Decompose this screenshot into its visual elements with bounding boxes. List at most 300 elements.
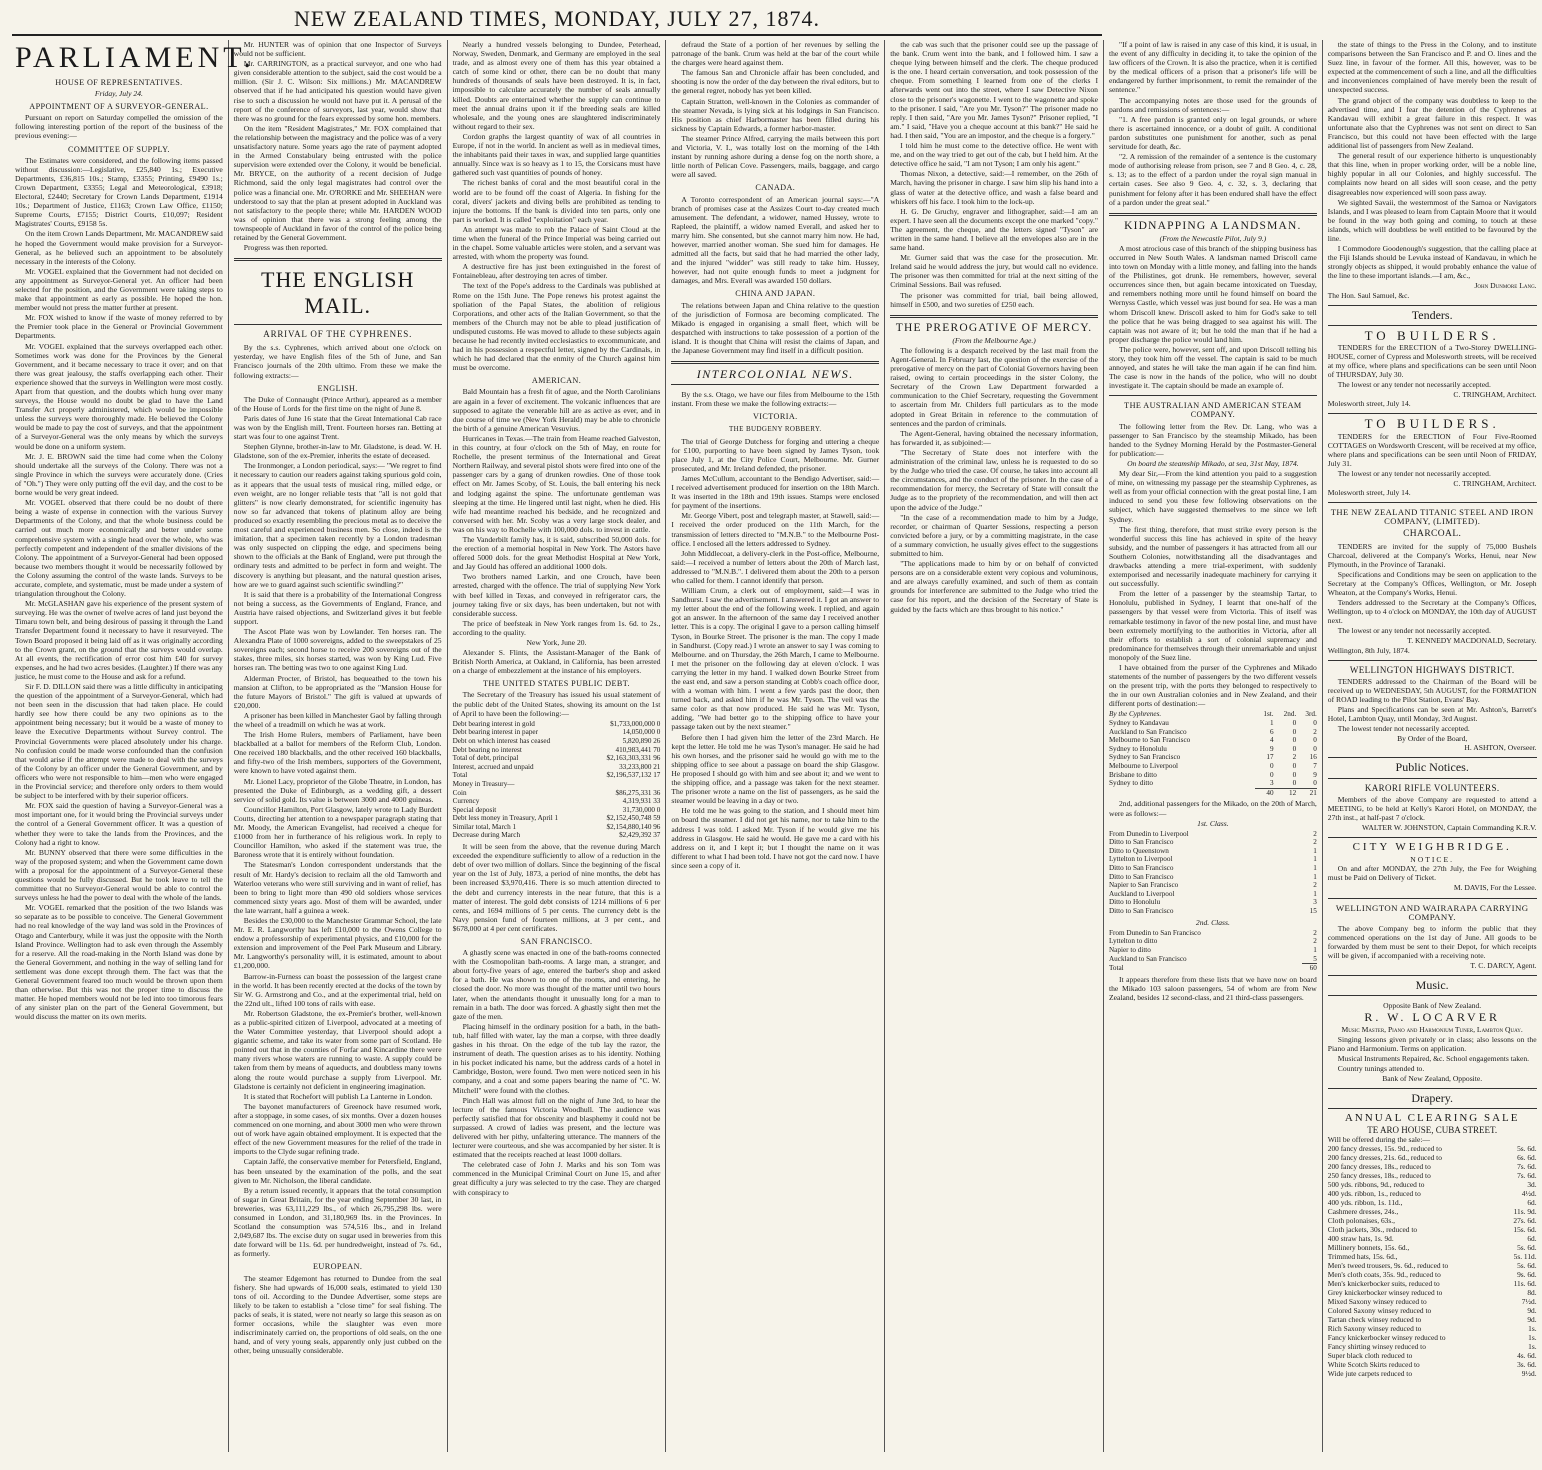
table-row: [1109, 907, 1317, 916]
price-item: [1328, 1162, 1537, 1171]
paragraph: Two brothers named Larkin, and one Crouch, have been arrested, charged with the offence. The trial of supplying New York with beef killed in Texas, and conveyed in refrigerator cars, the journey taking five or six days, has been undertaken, but not with considerable success.: [452, 572, 661, 618]
kidnapping-title: KIDNAPPING A LANDSMAN.: [1124, 219, 1302, 232]
table-cell: 0: [1292, 727, 1297, 736]
ad-text: The lowest or any tender not necessarily accepted.: [1337, 380, 1491, 390]
price-item-label: 400 yds. ribbon, 1s., reduced to: [1327, 1189, 1421, 1199]
table-cell: 6: [1270, 727, 1274, 736]
table-cell: Napier to San Francisco: [1108, 881, 1179, 890]
price-item-label: 200 fancy dresses, 15s. 9d., reduced to: [1327, 1144, 1442, 1154]
paragraph: The steamer Edgemont has returned to Dundee from the seal fishery. She had upwards of 16,000 seals, estimated to yield 130 tons of oil. According to the Dundee Advertiser, some steps are likely to be taken to establish a "close time" for seal fishing. The packs of seals, it is stated, were not nearly so large this season as on former occasions, while the slaughter was even more indiscriminately carried on, the proportions of old seals, on the one hand, and of very young seals, apparently only just cubbed on the other, being unusually considerable.: [233, 1273, 442, 1356]
paragraph: The accompanying notes are those used for the grounds of pardons and remissions of sentences:—: [1108, 95, 1317, 114]
table-cell: 3: [1313, 898, 1317, 907]
table-cell: Decrease during March: [452, 831, 521, 840]
paragraph: By the s.s. Cyphrenes, which arrived about one o'clock on yesterday, we have English files of the 5th of June, and San Francisco journals of the 20th ultimo. From these we make the following extracts:—: [233, 343, 442, 380]
table-row: [453, 771, 661, 780]
table-cell: Napier to ditto: [1108, 945, 1151, 954]
paragraph: I Commodore Goodenough's suggestion, that the calling place at the Fiji Islands should be Levuka instead of Kandavau, in which he strongly objects as shipped, it would probably enhance the value of the line to these important islands.—I am, &c.,: [1327, 244, 1537, 281]
paragraph: Councillor Hamilton, Port Glasgow, lately wrote to Lady Burdett Coutts, directing her attention to a newspaper paragraph stating that Mr. Moody, the American Evangelist, had received a cheque for £1000 from her in furtherance of his religious work. In reply to Councillor Hamilton, who asked if the statement was true, the Baroness wrote that it is entirely without foundation.: [233, 804, 442, 860]
table-cell: Money in Treasury—: [452, 779, 515, 788]
paragraph: Mr. J. E. BROWN said the time had come when the Colony should undertake all the surveys of the Colony. There was not a single Province in which the surveys were accurately done. (Cries of "Oh.") They were only putting off the evil day, and the cost to be borne would be very great indeed.: [15, 451, 223, 498]
price-item-label: 400 straw hats, 1s. 9d.: [1327, 1234, 1394, 1244]
table-row: [1109, 847, 1317, 856]
divider: [1328, 1108, 1537, 1109]
price-item-label: Cashmere dresses, 24s.,: [1327, 1207, 1399, 1217]
paragraph: The steamer Prince Alfred, carrying the mails between this port and Victoria, V. I., was totally lost on the morning of the 14th instant by running ashore during a dense fog on the north shore, a little north of Pelican Cove. Passengers, mails, baggage, and cargo were all saved.: [671, 133, 880, 180]
price-item-label: Men's knickerbocker suits, reduced to: [1327, 1279, 1440, 1289]
table-cell: Ditto to San Francisco: [1108, 864, 1174, 873]
divider: [1109, 395, 1317, 396]
paragraph: The Ironmonger, a London periodical, says:— "We regret to find it necessary to caution our readers against taking spurious gold coin, as it appears that the usual tests of musical ring, milled edge, or even weight, are no longer reliable tests that "all is not gold that glitters" is now clearly demonstrated, for scientific ingenuity has now so far advanced that tokens of platinum alloy are being produced so exactly resembling the precious metal as to deceive the most careful and experienced business men. So close, indeed is the imitation, that a specimen taken recently by a London tradesman was only suspected on clipping the edge, and specimens being shown to the officials at the Bank of England, were put through the ordinary tests and admitted to be perfect in form and weight. The discovery is anything but pleasant, and the natural question arises, how are we to guard against such scientific swindling?": [233, 461, 442, 589]
ad-text: The lowest or any tender not necessarily accepted.: [1337, 626, 1491, 636]
paragraph: The relations between Japan and China relative to the question of the jurisdiction of Formosa are becoming complicated. The Mikado is engaged in organising a small fleet, which will be despatched with instructions to take possession of a portion of the island. It is thought that China will resist the claims of Japan, and the Japanese Government may find itself in a difficult position.: [671, 300, 880, 355]
paragraph: A ghastly scene was enacted in one of the bath-rooms connected with the Cosmopolitan bath-rooms. A large man, a stranger, and about forty-five years of age, entered the barber's shop and asked for a bath. He was shown to one of the rooms, and entering, he closed the door. No more was thought of the matter until two hours later, when the attendants thought it unusually long for a man to remain in a bath. The door was forced. A ghastly sight then met the gaze of the men.: [452, 948, 661, 1021]
paragraph: Placing himself in the ordinary position for a bath, in the bath-tub, half filled with water, lay the man a corpse, with three deadly gashes in his throat. On the edge of the tub lay the razor, the instrument of death. The question arises as to his identity. Nothing in his pocket indicated his name, but the address cards of a hotel in Cambridge, Boston, were found. Two men were noticed seen in his company, and a coat and some papers bearing the name of "C. W. Mitchell" were found with the clothes.: [452, 1021, 661, 1095]
table-cell: Debt bearing interest in paper: [452, 728, 539, 737]
price-item: [1328, 1153, 1537, 1162]
table-cell: 2: [1313, 838, 1317, 847]
table-row: [453, 823, 661, 832]
table-cell: 33,233,800 21: [619, 762, 661, 771]
table-row: [1109, 864, 1317, 873]
table-cell: 0: [1292, 736, 1297, 745]
paragraph: I told him he must come to the detective office. He went with me, and on the way tried to get out of the cab, but I held him. At the detective office he said, "I am not Tyson; I am only his agent.": [890, 141, 1098, 169]
paragraph: H. G. De Gruchy, engraver and lithographer, said:—I am an expert. I have seen all the documents except the one marked "copy." The agreement, the cheque, and the letters signed "Tyson" are written in the same hand. I believe all the envelopes also are in the same hand.: [890, 206, 1098, 253]
table-cell: [1109, 788, 1255, 797]
price-item-value: 1s.: [1528, 1342, 1537, 1352]
paragraph: It is stated that Rochefort will publish La Lanterne in London.: [243, 1091, 433, 1101]
price-item: [1328, 1360, 1537, 1369]
table-cell: Total of debt, principal: [452, 754, 519, 763]
table-cell: 2: [1313, 881, 1317, 890]
price-item: [1328, 1324, 1537, 1333]
paragraph: The celebrated case of John J. Marks and his son Tom was commenced in the Municipal Criminal Court on June 15, and after great difficulty a jury was selected to try the case. They are charged with conspiracy to: [452, 1160, 661, 1197]
divider: [1328, 975, 1537, 976]
price-item-value: 1s.: [1528, 1333, 1537, 1343]
price-item: [1328, 1270, 1537, 1279]
table-cell: 12: [1274, 788, 1297, 797]
price-item: [1328, 1189, 1537, 1198]
table-total-row: [1109, 964, 1317, 973]
ad-subtitle: NOTICE.: [1410, 855, 1455, 865]
table-col-2nd: 2nd.: [1283, 710, 1297, 719]
paragraph: The police were, however, sent off, and upon Driscoll telling his story, they took him off the vessel. The captain is said to be much annoyed, and states he will take the man again if he can find him. The case is now in the hands of the police, who will no doubt investigate it. The captain should be made an example of.: [1108, 344, 1317, 391]
table-col-3rd: 3rd.: [1305, 710, 1317, 719]
price-item: [1328, 1288, 1537, 1297]
paragraph: It will be seen from the above, that the revenue during March exceeded the expenditure sufficiently to allow of a reduction in the debt of over two million of dollars. Since the beginning of the fiscal year on the 1st of July, 1873, a period of nine months, the debt has been increased $3,970,416. There is so much attention directed to the debt and currency interests in the near future, that this is a matter of interest. The gold debt consists of 1214 millions of 6 per cents, and 1694 millions of 5 per cents. The currency debt is the Navy pension fund of fourteen millions, at 3 per cent., and $678,000 at 4 per cent certificates.: [452, 842, 661, 933]
table-col-1st: 1st.: [1263, 710, 1274, 719]
table-cell: Debt on which interest has ceased: [452, 736, 551, 745]
price-item-label: 200 fancy dresses, 21s. 6d., reduced to: [1327, 1153, 1442, 1163]
price-item-value: 9½d.: [1521, 1369, 1537, 1379]
table-cell: $2,154,880,140 96: [606, 822, 661, 831]
paragraph: The Irish Home Rulers, members of Parliament, have been blackballed at a ballot for members of the Reform Club, London. One received 180 blackballs, and the other received 160 blackballs, and fifty-two of the Irish members, supporters of the Government, were known to have voted against them.: [233, 730, 442, 776]
table-cell: 9: [1313, 770, 1317, 779]
table-cell: Debt bearing interest in gold: [452, 719, 535, 728]
table-row: [453, 746, 661, 755]
paragraph: Mr. CARRINGTON, as a practical surveyor, and one who had given considerable attention to the subject, said the cost would be a million. (Sir J. C. Wilson: Six millions.) Mr. MACANDREW observed that if he had anticipated his question would have given rise to such a discussion he would not have put it. A perusal of the report of the conference of surveyors, last year, would show that there was no ground for the fears expressed by some hon. members.: [233, 59, 442, 123]
ad-text: Members of the above Company are requested to attend a MEETING, to be held at Kelly's Karori Hotel, on MONDAY, the 27th inst., at half-past 7 o'clock.: [1327, 794, 1537, 822]
european-heading: EUROPEAN.: [313, 1262, 363, 1272]
ad-signature: M. DAVIS, For the Lessee.: [1453, 883, 1537, 893]
ad-date: Molesworth street, July 14.: [1327, 488, 1411, 498]
ad-subtitle: CHARCOAL.: [1403, 529, 1462, 540]
table-cell: Sydney to Kandavau: [1108, 719, 1169, 728]
table-cell: 1: [1313, 855, 1317, 864]
table-row: [453, 754, 661, 763]
prerogative-title: THE PREROGATIVE OF MERCY.: [895, 321, 1093, 334]
ad-text: The lowest tender not necessarily accepted.: [1337, 724, 1470, 734]
table-row: [453, 780, 661, 789]
ad-text: Singing lessons given privately or in class; also lessons on the Piano and Harmonium. Terms on application.: [1327, 1034, 1537, 1053]
column-2: [229, 40, 448, 1452]
mikado-table: [1109, 830, 1317, 916]
table-cell: $2,429,392 37: [619, 831, 661, 840]
price-item: [1328, 1243, 1537, 1252]
table-cell: 17: [1266, 753, 1274, 762]
paragraph: I have obtained from the purser of the Cyphrenes and Mikado statements of the number of passengers by the two different vessels on the present trip, with the ports they belonged to respectively to the in our own Australian colonies and in New Zealand, and their different ports of destination:—: [1108, 663, 1317, 709]
divider: [1328, 757, 1537, 758]
paragraph: the cab was such that the prisoner could see up the passage of the bank. Crum went into the bank, and I followed him. I saw a cheque lying between himself and the clerk. The cheque produced is the one. I heard certain conversation, and took possession of the cheque. From something I learned from one of the clerks I afterwards went out into the street, where I saw Detective Nixon close to the prisoner's wagonette. I went to the wagonette and spoke to the prisoner. I said, "Are you Mr. Tyson?" The prisoner made no reply. I then said, "Are you Mr. James Tyson?" Prisoner replied, "I am." I said, "Have you a cheque account at this bank?" He said he had. I then said, "You are an impostor, and the cheque is a forgery.": [890, 40, 1098, 140]
paragraph: The trial of George Dutchess for forging and uttering a cheque for £100, purporting to have been signed by James Tyson, took place July 1, at the City Police Court, Melbourne. Mr. Gurner prosecuted, and Mr. Ireland defended, the prisoner.: [671, 436, 880, 473]
table-cell: 0: [1313, 779, 1317, 788]
ad-text: Country tunings attended to.: [1337, 1063, 1425, 1073]
paragraph: "2. A remission of the remainder of a sentence is the customary mode of authorising release from prison, see 7 and 8 Geo. 4, c. 28, s. 13; as to the effect of a pardon under the royal sign manual in certain cases. See also 9 Geo. 4, c. 32, s. 3, declaring that punishment for felony after it has been endured shall have the effect of a pardon under the great seal.": [1108, 152, 1317, 207]
paragraph: Mr. McGLASHAN gave his experience of the present system of surveying. He was the owner of twelve acres of land just beyond the Timaru town belt, and being desirous of passing it through the Land Transfer Department found it necessary to have it resurveyed. The Town Board proposed it being laid off as it was originally according to the Crown grant, on the ground that the surveys would overlap. At all events, the rectification of error cost him £40 for survey expenses, and he had two acres besides. (Laughter.) If there was any justice, he must come to the House and ask for a refund.: [15, 599, 223, 681]
price-item-value: 11s. 9d.: [1513, 1207, 1537, 1217]
table-cell: 1: [1313, 872, 1317, 881]
price-item-value: 3d.: [1527, 1180, 1537, 1190]
price-item-label: 200 fancy dresses, 18s., reduced to: [1327, 1162, 1431, 1172]
paragraph: Mr. George Vibert, post and telegraph master, at Stawell, said:—I received the order produced on the 11th March, for the transmission of letters directed to "M.N.B." to the Melbourne Post-office. I enclosed all the letters addressed to Sydney.: [671, 511, 880, 548]
price-item-label: Trimmed hats, 15s. 6d.,: [1327, 1252, 1398, 1262]
ad-text: TENDERS addressed to the Chairman of the Board will be received up to WEDNESDAY, 5th AUGUST, for the FORMATION of ROAD leading to the Pilot Station, Evans' Bay.: [1327, 676, 1537, 704]
paragraph: Bald Mountain has a fresh fit of ague, and the North Carolinians are again in a fever of excitement. The volcanic influences that are supposed to agitate the venerable hill are as active as ever, and in due course of time we (New York Herald) may be able to chronicle the birth of a genuine American Vesuvius.: [452, 387, 661, 433]
robbery-heading: THE BUDGENY ROBBERY.: [728, 425, 822, 434]
table-cell: 1: [1313, 889, 1317, 898]
paragraph: Pinch Hall was almost full on the night of June 3rd, to hear the lecture of the famous Victoria Woodhull. The audience was perfectly satisfied that for obscenity and blasphemy it could not be surpassed. A crowd of ladies was present, and the lecture was delivered with her pithy, unfaltering utterance. The manners of the lecturer were courteous, and she was accompanied by her sister. It is estimated that the receipts reached at least 1000 dollars.: [452, 1095, 661, 1160]
table-cell: 0: [1270, 762, 1274, 771]
price-item-value: 3s. 6d.: [1517, 1360, 1537, 1370]
victoria-heading: VICTORIA.: [752, 412, 798, 422]
price-item: [1328, 1216, 1537, 1225]
table-cell: 3: [1270, 779, 1274, 788]
table-row: [453, 814, 661, 823]
paragraph: By the s.s. Otago, we have our files from Melbourne to the 15th instant. From these we make the following extracts:—: [671, 390, 880, 409]
paragraph: "In the case of a recommendation made to him by a Judge, recorder, or chairman of Quarter Sessions, respecting a person convicted before a jury, or by a committing magistrate, in the case of a summary conviction, he usually gives effect to the suggestions submitted to him.: [890, 512, 1098, 558]
paragraph: The Statesman's London correspondent understands that the result of Mr. Hardy's decision to reclaim all the old Tamworth and Waterloo veterans who were still surviving and in want of relief, has been to bring to light more than 490 old soldiers whose services commenced sixty years ago. Most of them will be awarded, under the late warrant, half a guinea a week.: [233, 860, 442, 915]
english-heading: ENGLISH.: [317, 383, 358, 393]
table-row: [1109, 898, 1317, 907]
table-cell: 0: [1292, 719, 1297, 728]
price-item-label: Fancy knickerbocker winsey reduced to: [1327, 1333, 1446, 1343]
table-row: [1109, 873, 1317, 882]
divider: [1328, 1088, 1537, 1089]
debt-table: [453, 720, 661, 840]
paragraph: Paris dates of June 16 state that the Great International Cab race was won by the English mill, Trent. Fourteen horses ran. Betting at start was four to one against Trent.: [233, 413, 442, 442]
column-5: [885, 40, 1104, 1452]
column-6: [1104, 40, 1323, 1452]
ad-text: TENDERS for the ERECTION of a Two-Storey DWELLING-HOUSE, corner of Cypress and Molesworth streets, will be received at my office, where plans and specifications can be seen until Noon of THURSDAY, July 30.: [1327, 342, 1537, 380]
table-cell: Ditto to San Francisco: [1108, 907, 1174, 916]
table-row: [1109, 762, 1317, 771]
paragraph: The grand object of the company was doubtless to keep to the advertised time, and I fear the detention of the Cyphrenes at Kandavau will exhibit a great failure in this respect. It was unfortunate also that the Cyphrenes was not sent on direct to San Francisco, but this could not have been effected with the large additional list of passengers from New Zealand.: [1327, 95, 1537, 151]
table-cell: $2,163,303,331 96: [606, 754, 661, 763]
ad-title: WELLINGTON HIGHWAYS DISTRICT.: [1349, 664, 1515, 675]
paragraph: Mr. Gurner said that was the case for the prosecution. Mr. Ireland said he would address the jury, but would call no evidence. The prisoner was then committed for trial at the next sitting of the Criminal Sessions. Bail was refused.: [890, 253, 1098, 290]
price-item: [1328, 1198, 1537, 1207]
divider: [1328, 898, 1537, 899]
dateline: On board the steamship Mikado, at sea, 31st May, 1874.: [1127, 458, 1299, 468]
arrival-subtitle: ARRIVAL OF THE CYPHRENES.: [263, 329, 413, 340]
table-cell: Total: [1108, 963, 1124, 972]
american-heading: AMERICAN.: [531, 376, 582, 386]
ad-order: By Order of the Board,: [1397, 734, 1468, 744]
price-item-label: Fancy shirting winsey reduced to: [1327, 1342, 1426, 1352]
column-4: [666, 40, 885, 1452]
price-item-label: Grey knickerbocker winsey reduced to: [1327, 1288, 1443, 1298]
price-item: [1328, 1261, 1537, 1270]
paragraph: An attempt was made to rob the Palace of Saint Cloud at the time when the funeral of the Prince Imperial was being carried out in the chapel. Some valuable articles were stolen, and a servant was arrested, with whom the property was found.: [452, 224, 661, 262]
cyphrenes-table: [1109, 710, 1317, 797]
price-item-value: 7s. 6d.: [1517, 1162, 1537, 1172]
table-cell: Sydney to San Francisco: [1108, 753, 1181, 762]
table-cell: Total: [452, 771, 468, 780]
price-item-label: Cloth jackets, 30s., reduced to: [1327, 1225, 1418, 1235]
china-japan-heading: CHINA AND JAPAN.: [735, 289, 816, 299]
ad-text: The lowest or any tender not necessarily accepted.: [1337, 468, 1491, 478]
house-heading: HOUSE OF REPRESENTATIVES.: [55, 78, 183, 87]
paragraph: The first thing, therefore, that must strike every person is the wonderful success this line has achieved in spite of the heavy subsidy, and the number of passengers it has attracted from all our Southern Colonies, notwithstanding all the disadvantages and drawbacks attending a mere trial-experiment, with suddenly extemporised and necessarily inadequate machinery for carrying it out successfully.: [1108, 524, 1317, 589]
table-row: [453, 789, 661, 798]
divider: [1328, 413, 1537, 414]
ad-text: TENDERS are invited for the supply of 75,000 Bushels Charcoal, delivered at the Company's Works, Henui, near New Plymouth, in the Province of Taranaki.: [1327, 541, 1537, 569]
public-notices-heading: Public Notices.: [1395, 760, 1469, 775]
paragraph: The following letter from the Rev. Dr. Lang, who was a passenger to San Francisco by the steamship Mikado, has been handed to the Sydney Morning Herald by the Postmaster-General for publication:—: [1108, 421, 1317, 458]
table-row: [1109, 753, 1317, 762]
price-item-label: Cloth polonaises, 63s.,: [1327, 1216, 1395, 1226]
table-cell: 1: [1313, 945, 1317, 954]
paragraph: Mr. FOX wished to know if the waste of money referred to by the Premier took place in the General or Provincial Government Departments.: [15, 313, 223, 341]
paragraph: Pursuant on report on Saturday compelled the omission of the following interesting portion of the report of the business of the previous evening:—: [15, 113, 223, 141]
table-cell: 2: [1313, 829, 1317, 838]
paragraph: "The applications made to him by or on behalf of convicted persons are on a considerable extent very copious and voluminous, and are always carefully examined, and such of them as contain grounds for interference are submitted to the Judge who tried the case for his report, and the decision of the Secretary of State is guided by the facts which are thus brought to his notice.": [890, 559, 1098, 614]
divider: [1328, 995, 1537, 996]
paragraph: Mr. VOGEL remarked that the position of the two Islands was so separate as to be possible to conceive. The General Government had no real knowledge of the way land was sold in the Provinces of Otago and Canterbury, while it was just the opposite with the North Island Province. Wellington had to ask even through the Assembly for a reserve. All the road-making in the North Island was done by the General Government, and nothing in the way of selling land for settlement was done except through them. The fact was that the General Government feared too much would be thrown upon them than otherwise. But this was not the proper time to discuss the matter. He hoped members would not be led into too timorous fears of any sinister plan on the part of the General Government, but would discuss the matter on its own merits.: [15, 903, 223, 1022]
table-caption: By the Cyphrenes.: [1108, 710, 1162, 719]
paragraph: A prisoner has been killed in Manchester Gaol by falling through the wheel of a treadmill on which he was at work.: [233, 710, 442, 729]
ad-text: Musical Instruments Repaired, &c. School engagements taken.: [1337, 1053, 1530, 1063]
table-cell: Melbourne to Liverpool: [1108, 762, 1179, 771]
canada-heading: CANADA.: [755, 183, 796, 193]
paragraph: Barrow-in-Furness can boast the possession of the largest crane in the world. It has been recently erected at the docks of the town by Sir W. G. Armstrong and Co., and at the experimental trial, held on the 22nd ult., lifted 100 tons of rails with ease.: [233, 971, 442, 1008]
paragraph: Alexander S. Flints, the Assistant-Manager of the Bank of British North America, at Oakland, in California, has been arrested on a charge of embezzlement at the instance of his employers.: [452, 648, 661, 676]
table-cell: Ditto to Queenstown: [1108, 846, 1169, 855]
price-item-value: 5s. 11d.: [1513, 1252, 1537, 1262]
table-cell: 60: [1302, 964, 1317, 973]
table-cell: Melbourne to San Francisco: [1108, 736, 1191, 745]
paragraph: Stephen Glynne, brother-in-law to Mr. Gladstone, is dead. W. H. Gladstone, son of the ex-Premier, inherits the estate of deceased.: [233, 442, 442, 461]
paragraph: Thomas Nixon, a detective, said:—I remember, on the 26th of March, having the prisoner in charge. I saw him slip his hand into a glass of water at the detective office, and wash a false beard and whiskers off his face. I took him to the lock-up.: [890, 169, 1098, 206]
column-7: [1323, 40, 1542, 1452]
divider: [1328, 502, 1537, 503]
paragraph: The general result of our experience hitherto is unquestionably that this line, when in proper working order, will be a noble line, highly popular in all our Colonies, and highly successful. The complaints now heard on all sides will soon cease, and the petty disagreeables now experienced will soon pass away.: [1327, 151, 1537, 197]
table-cell: 410,983,441 70: [615, 745, 661, 754]
paragraph: John Middlecoat, a delivery-clerk in the Post-office, Melbourne, said:—I received a number of letters about the 20th of March last, addressed to "M.N.B.". I delivered them about the 20th to a person who called for them. I cannot identify that person.: [671, 548, 880, 585]
ad-subtitle: TE ARO HOUSE, CUBA STREET.: [1367, 1125, 1498, 1136]
signature-recipient: The Hon. Saul Samuel, &c.: [1327, 290, 1410, 300]
ad-title: TO BUILDERS.: [1364, 416, 1500, 432]
ad-text: Tenders addressed to the Secretary at the Company's Offices, Wellington, up to 4 o'clock on MONDAY, the 10th day of AUGUST next.: [1327, 598, 1537, 626]
table-cell: 9: [1270, 744, 1274, 753]
steam-company-heading: THE AUSTRALIAN AND AMERICAN STEAM COMPANY.: [1124, 401, 1302, 420]
ad-address: Bank of New Zealand, Opposite.: [1382, 1073, 1483, 1083]
paragraph: We sighted Savaii, the westernmost of the Samoa or Navigators Islands, and I was pleased to learn from Captain Moore that it would be found in the way both going and coming, to touch at these islands, which will doubtless be well entitled to be favoured by the line.: [1327, 197, 1537, 243]
paragraph: By a return issued recently, it appears that the total consumption of sugar in Great Britain, for the year ending September 30 last, in breweries, was 63,111,229 lbs., of which 26,795,298 lbs. were consumed in London, and 31,180,969 lbs. in the Provinces. In Scotland the consumption was 574,516 lbs., and in Ireland 2,049,687 lbs. The excise duty on sugar used in breweries from this date forward will be 11s. 6d. per hundredweight, instead of 7s. 6d., as formerly.: [233, 1185, 442, 1259]
paragraph: A most atrocious case of this branch of the shipping business has occurred in New South Wales. A landsman named Driscoll came into town on Monday with a little money, and falling into the hands of the Philistines, got drunk. He remembers, however, several occurrences since then, but again became intoxicated on Tuesday, and remembers nothing more until he found himself on board the Wernyss Castle, which vessel was just bound for sea. He was a man whom Driscoll knew. Driscoll asked to him for God's sake to tell the police that he was being dragged to sea against his will. The captain was not aware of it; but he told the man that if he had a proper discharge the police would land him.: [1108, 243, 1317, 344]
table-cell: Coin: [452, 788, 467, 797]
price-item-value: 5s. 6d.: [1517, 1261, 1537, 1271]
table-row: [1109, 929, 1317, 938]
column-3: [448, 40, 667, 1452]
table-cell: 31,730,000 0: [622, 805, 661, 814]
price-item-value: 9s. 6d.: [1517, 1270, 1537, 1280]
table-cell: Currency: [452, 797, 480, 806]
paragraph: "If a point of law is raised in any case of this kind, it is usual, in the event of any difficulty in deciding it, to take the opinion of the law officers of the Crown. It is also the practice, when it is certified by the medical officers of a prison that a prisoner's life will be endangered by further imprisonment, to remit the remainder of the sentence.": [1108, 40, 1317, 95]
table-cell: 2: [1292, 753, 1297, 762]
table-cell: Ditto to Honolulu: [1108, 898, 1161, 907]
table-row: [453, 806, 661, 815]
price-item: [1328, 1180, 1537, 1189]
table-cell: From Dunedin to San Francisco: [1108, 928, 1201, 937]
table-row: [453, 720, 661, 729]
ad-date: Molesworth street, July 14.: [1327, 399, 1411, 409]
paragraph: Captain Jaffé, the conservative member for Petersfield, England, has been unseated by the examination of the polls, and the seat given to Mr. Nicholson, the liberal candidate.: [233, 1157, 442, 1185]
table-cell: Ditto to San Francisco: [1108, 872, 1174, 881]
paragraph: The Estimates were considered, and the following items passed without discussion:—Legislative, £25,840 1s.; Executive Departments, £36,815 10s.; Stamp, £3355; Printing, £9490 1s.; Crown Department, £3355; Legal and Meteorological, £3918; Electoral, £2440; Secretary for Crown Lands Department, £1914 10s.; Department of Justice, £1163; Crown Law Office, £1150; Supreme Courts, £7155; District Courts, £10,097; Resident Magistrates' Courts, £9158 5s.: [15, 155, 223, 229]
paragraph: Mr. BUNNY observed that there were some difficulties in the way of the proposed system; and when the Government came down with a proposal for the appointment of a Surveyor-General these questions would be fully discussed. But he took leave to tell the committee that no Surveyor-General would be able to control the surveys unless he had the power to deal with the whole of the lands.: [15, 847, 223, 903]
paragraph: It appears therefore from these lists that we have now on board the Mikado 103 saloon passengers, 54 of whom are from New Zealand, besides 12 second-class, and 21 third-class passengers.: [1108, 974, 1317, 1002]
table-row: [1109, 855, 1317, 864]
intercolonial-title: INTERCOLONIAL NEWS.: [696, 367, 854, 382]
ad-signature: C. TRINGHAM, Architect.: [1453, 479, 1537, 489]
public-debt-heading: THE UNITED STATES PUBLIC DEBT.: [483, 679, 630, 689]
table-total-row: [1109, 788, 1317, 797]
parliament-title: PARLIAMENT.: [15, 41, 255, 74]
paragraph: Before then I had given him the letter of the 23rd March. He kept the letter. He told me he was Tyson's manager. He said he had his own horses, and the prisoner said he would go with me to the shipping office to see about a passage on board the ship Glasgow. He proposed I should go with him and see about it; and we went to the shipping office, and a passage was taken for the next steamer. The prisoner wrote a name on the list of passengers, as he said the steamer would be leaving in a day or two.: [671, 732, 880, 806]
committee-heading: COMMITTEE OF SUPPLY.: [67, 144, 170, 154]
table-cell: 0: [1313, 744, 1317, 753]
table-row: [1109, 771, 1317, 780]
ad-signature: T. C. DARCY, Agent.: [1470, 961, 1537, 971]
table-cell: 4: [1270, 736, 1274, 745]
table-row: [1109, 779, 1317, 788]
table-row: [1109, 838, 1317, 847]
table-cell: 0: [1313, 719, 1317, 728]
price-item: [1328, 1315, 1537, 1324]
columns: [10, 40, 1537, 1452]
price-list: [1328, 1144, 1537, 1378]
ad-subtitle: Music Master, Piano and Harmonium Tuner, Lambton Quay.: [1341, 1025, 1523, 1035]
paragraph: The text of the Pope's address to the Cardinals was published at Rome on the 15th June. The Pope renews his protest against the spoliation of the Papal States, the abolition of religious Corporations, and other acts of the Italian Government, so that the members of the Church may not be able to plead justification of undisputed customs. He was moved to allude to these subjects again because he had recently invited ecclesiastics to excommunicate, and had in his possession a respectful letter, signed by the Cardinals, in which he had declared that the enmity of the Church against him must be overcome.: [452, 281, 661, 373]
dateline: New York, June 20.: [526, 638, 587, 647]
price-item-label: Super black cloth reduced to: [1327, 1351, 1413, 1361]
table-cell: 1: [1313, 864, 1317, 873]
divider: [234, 324, 442, 325]
paragraph: On the item "Resident Magistrates," Mr. FOX complained that the relationship between the magistracy and the police was of a very unsatisfactory nature. Some years ago the rate of payment adopted in the Armed Constabulary being entrusted with the police supervision were extended over the Colony, it would be beneficial. Mr. BRYCE, on the authority of a recent decision of Judge Richmond, said the only legal magistrates had control over the police was a financial one. Mr. O'RORKE and Mr. SHEEHAN were understood to say that the plan at present adopted in Auckland was not satisfactory to the people there; while Mr. HARDEN WOOD was of opinion that there was a strong feeling among the townspeople of Auckland in favor of the control of the police being retained by the General Government.: [233, 123, 442, 242]
price-item-value: 5s. 6d.: [1517, 1243, 1537, 1253]
paragraph: the state of things to the Press in the Colony, and to institute comparisons between the San Francisco and P. and O. lines and the Suez line, in favour of the former. All this, however, was to be expected at the commencement of such a line, and all the difficulties and inconveniences complained of have merely been the result of unexpected success.: [1327, 40, 1537, 95]
table-row: [1109, 937, 1317, 946]
paragraph: Sir F. D. DILLON said there was a little difficulty in anticipating the question of the appointment of a Surveyor-General, which had not been seen in the discussion that had taken place. He could hardly see how there could be any two opinions as to the appointment being necessary; but it would be a waste of money to leave the Executive Departments without Survey control. The Provincial Governments were placed absolutely under his charge. No confusion could be made worse confounded than the confusion that would arise if the attempt were made to deal with the surveys of the Colony by an officer under the General Government, and by officers who were not responsible to him—men who were engaged in the Provincial service; and therefore only orders to them would be subject to be interfered with by their superior officers.: [15, 682, 223, 801]
table-cell: Debt bearing no interest: [452, 745, 522, 754]
session-date: Friday, July 24.: [94, 89, 143, 99]
divider: [1328, 837, 1537, 838]
table-cell: From Dunedin to Liverpool: [1108, 829, 1189, 838]
paragraph: Mr. FOX said the question of having a Surveyor-General was a most important one, for it would bring the Provincial surveys under the control of a General Government officer. It was a question of whether they were to take the lands from the Provinces, and the Colony had a right to know.: [15, 801, 223, 847]
table-cell: 0: [1292, 779, 1297, 788]
paragraph: The famous San and Chronicle affair has been concluded, and shooting is now the order of the day between the rival editors, but to the general regret, nobody has yet been killed.: [671, 68, 880, 96]
table-row: [453, 831, 661, 840]
price-item: [1328, 1234, 1537, 1243]
drapery-heading: Drapery.: [1411, 1091, 1453, 1105]
paragraph: Nearly a hundred vessels belonging to Dundee, Peterhead, Norway, Sweden, Denmark, and Germany are employed in the seal trade, and as almost every one of them has this year obtained a catch of some kind or other, there can be no doubt that many hundreds of thousands of seals have been destroyed. It is, in fact, impossible to calculate accurately the number of seals annually killed. Doubts are entertained whether the supply can continue to meet the annual drains upon it if the breeding seals are killed wholesale, and the young ones are slaughtered indiscriminately without regard to their sex.: [452, 40, 661, 131]
table-row: [1109, 890, 1317, 899]
source-line: (From the Newcastle Pilot, July 9.): [1159, 233, 1267, 243]
table-cell: 0: [1292, 744, 1297, 753]
price-item-value: 6d.: [1527, 1234, 1537, 1244]
table-cell: Auckland to Liverpool: [1108, 889, 1175, 898]
table-cell: 14,050,000 0: [622, 728, 661, 737]
divider: [1328, 660, 1537, 661]
price-item-value: 8d.: [1527, 1288, 1537, 1298]
price-item-label: Men's cloth coats, 35s. 9d., reduced to: [1327, 1270, 1441, 1280]
paragraph: The Duke of Connaught (Prince Arthur), appeared as a member of the House of Lords for the first time on the night of June 8.: [233, 394, 442, 413]
table-cell: 0: [1292, 770, 1297, 779]
table-row: [453, 797, 661, 806]
table-cell: $2,196,537,132 17: [606, 771, 661, 780]
english-mail-title: THE ENGLISH MAIL.: [261, 267, 415, 319]
table-cell: 0: [1270, 770, 1274, 779]
table-row: [1109, 946, 1317, 955]
paragraph: James McCullum, accountant to the Bendigo Advertiser, said:—I received advertisement produced for insertion on the 18th March. It was inserted in the 18th and 19th issues. Stamps were enclosed for payment of the insertions.: [671, 473, 880, 511]
table-cell: Brisbane to ditto: [1108, 770, 1157, 779]
table-row: [1109, 736, 1317, 745]
price-item: [1328, 1333, 1537, 1342]
price-item-label: 250 fancy dresses, 18s., reduced to: [1327, 1171, 1431, 1181]
table-cell: 1: [1270, 719, 1274, 728]
price-item-label: White Scotch Skirts reduced to: [1327, 1360, 1420, 1370]
divider: [234, 258, 442, 261]
masthead: NEW ZEALAND TIMES, MONDAY, JULY 27, 1874.: [12, 6, 1102, 36]
paragraph: The price of beefsteak in New York ranges from 1s. 6d. to 2s., according to the quality.: [452, 618, 661, 637]
ad-signature: C. TRINGHAM, Architect.: [1453, 390, 1537, 400]
paragraph: My dear Sir,—From the kind attention you paid to a suggestion of mine, on witnessing my passage per the steamship Cyphrenes, as well as from your official connection with the great postal line, I am induced to send you these few following observations on the subject, which have suggested themselves to me since we left Sydney.: [1108, 469, 1317, 524]
paragraph: It is said that there is a probability of the International Congress not being a success, as the Governments of England, France, and Austria have raised objections, and Switzerland gives it but feeble support.: [233, 589, 442, 626]
price-item-value: 4s. 6d.: [1517, 1351, 1537, 1361]
table-cell: Lyttelton to ditto: [1108, 937, 1158, 946]
paragraph: He told me he was going to the station, and I should meet him on board the steamer. I did not get his name, nor to take him to the address I was told. I asked Mr. Tyson if he would give me his address in Glasgow. He said he would. He gave me a card with his address on it, and I kept it; but I thought the name on it was different to what I had been told. I have not got the card now. I have since seen a copy of it.: [671, 806, 880, 870]
divider: [890, 315, 1098, 318]
divider: [1109, 213, 1317, 216]
price-item: [1328, 1342, 1537, 1351]
paragraph: "The Secretary of State does not interfere with the administration of the criminal law, unless he is requested to do so by the Judge who tried the case. Of course, he takes into account all the circumstances, and the conduct of the prisoner. In the case of a recommendation for mercy, the Secretary of State will consult the Judge as to the propriety of the recommendation, and will then act upon the advice of the Judge.": [890, 447, 1098, 512]
class-heading: 2nd. Class.: [1195, 917, 1230, 927]
table-cell: Similar total, March 1: [452, 822, 517, 831]
paragraph: The richest banks of coral and the most beautiful coral in the world are to be found off the coast of Algeria. In fishing for the coral, divers' jackets and diving bells are prohibited as tending to injure the bottoms. If the bank is divided into ten parts, only one part is worked. It is called "exploitation" each year.: [452, 178, 661, 224]
paragraph: Mr. VOGEL explained that the surveys overlapped each other. Sometimes work was done for the Provinces by the General Government, and it became necessary to trace it over; and on that there was great jealousy, the staffs overlapping each other. Their experience showed that the surveys in Wellington were most costly. Apart from that question, and the doubts which hung over many surveys, the House would no doubt be glad to have the Land Transfer Act properly administered, which would be impossible unless the surveys were thoroughly made. He believed the Colony would be made to pay the cost of surveys, and that the appointment of a Surveyor-General was the only means by which the surveys would be done on a uniform system.: [15, 341, 223, 451]
ad-title: CITY WEIGHBRIDGE.: [1352, 841, 1512, 854]
class-heading: 1st. Class.: [1197, 818, 1229, 828]
